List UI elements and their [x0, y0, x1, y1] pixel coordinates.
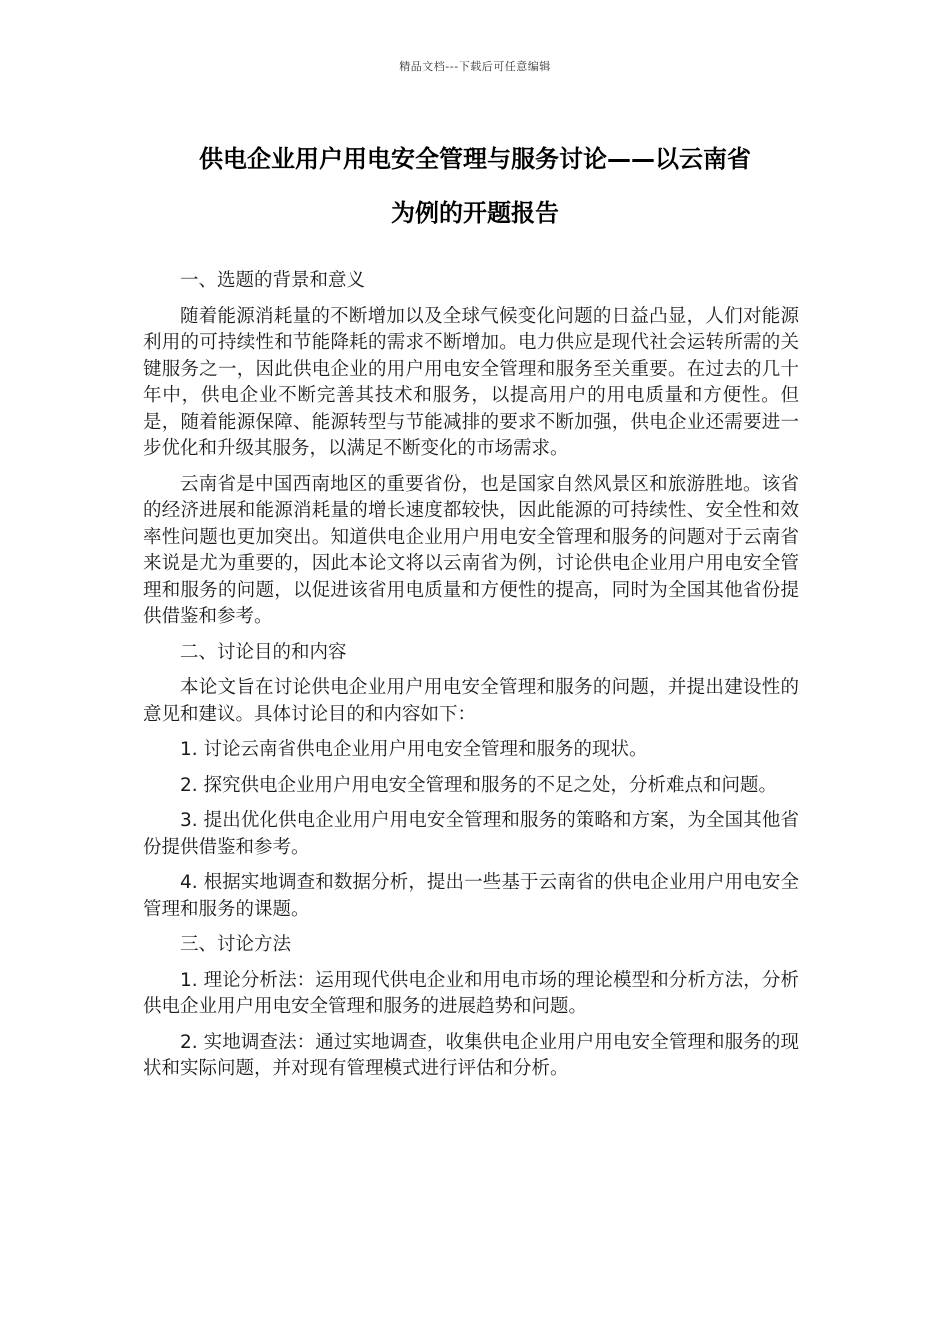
- section-heading-objectives: 二、讨论目的和内容: [180, 641, 347, 663]
- document-title: [120, 132, 830, 240]
- list-item-method-2: 2. 实地调查法：通过实地调查，收集供电企业用户用电安全管理和服务的现状和实际问题，并对现有管理模式进行评估和分析。: [143, 1031, 799, 1079]
- paragraph-background-1: 随着能源消耗量的不断增加以及全球气候变化问题的日益凸显，人们对能源利用的可持续性和节能降耗的需求不断增加。电力供应是现代社会运转所需的关键服务之一，因此供电企业的用户用电安全管理和服务至关重要。在过去的几十年中，供电企业不断完善其技术和服务，以提高用户的用电质量和方便性。但是，随着能源保障、能源转型与节能减排的要求不断加强，供电企业还需要进一步优化和升级其服务，以满足不断变化的市场需求。: [143, 305, 799, 459]
- list-item-objective-1: 1. 讨论云南省供电企业用户用电安全管理和服务的现状。: [180, 739, 648, 760]
- document-body: [143, 268, 799, 1092]
- list-item-objective-3: 3. 提出优化供电企业用户用电安全管理和服务的策略和方案，为全国其他省份提供借鉴和参考。: [143, 810, 799, 858]
- section-heading-methods: 三、讨论方法: [180, 934, 292, 955]
- title-line-2: 为例的开题报告: [391, 199, 559, 227]
- list-item-method-1: 1. 理论分析法：运用现代供电企业和用电市场的理论模型和分析方法，分析供电企业用户用电安全管理和服务的进展趋势和问题。: [143, 969, 799, 1017]
- list-item-objective-2: 2. 探究供电企业用户用电安全管理和服务的不足之处，分析难点和问题。: [180, 774, 778, 796]
- list-item-objective-4: 4. 根据实地调查和数据分析，提出一些基于云南省的供电企业用户用电安全管理和服务的课题。: [143, 872, 799, 920]
- paragraph-background-2: 云南省是中国西南地区的重要省份，也是国家自然风景区和旅游胜地。该省的经济进展和能源消耗量的增长速度都较快，因此能源的可持续性、安全性和效率性问题也更加突出。知道供电企业用户用电安全管理和服务的问题对于云南省来说是尤为重要的，因此本论文将以云南省为例，讨论供电企业用户用电安全管理和服务的问题，以促进该省用电质量和方便性的提高，同时为全国其他省份提供借鉴和参考。: [143, 473, 799, 627]
- title-line-1: 供电企业用户用电安全管理与服务讨论——以云南省: [199, 145, 751, 173]
- section-heading-background: 一、选题的背景和意义: [180, 270, 366, 291]
- header-note: 精品文档---下载后可任意编辑: [399, 60, 551, 73]
- paragraph-objectives-intro: 本论文旨在讨论供电企业用户用电安全管理和服务的问题，并提出建设性的意见和建议。具体讨论目的和内容如下：: [143, 677, 799, 725]
